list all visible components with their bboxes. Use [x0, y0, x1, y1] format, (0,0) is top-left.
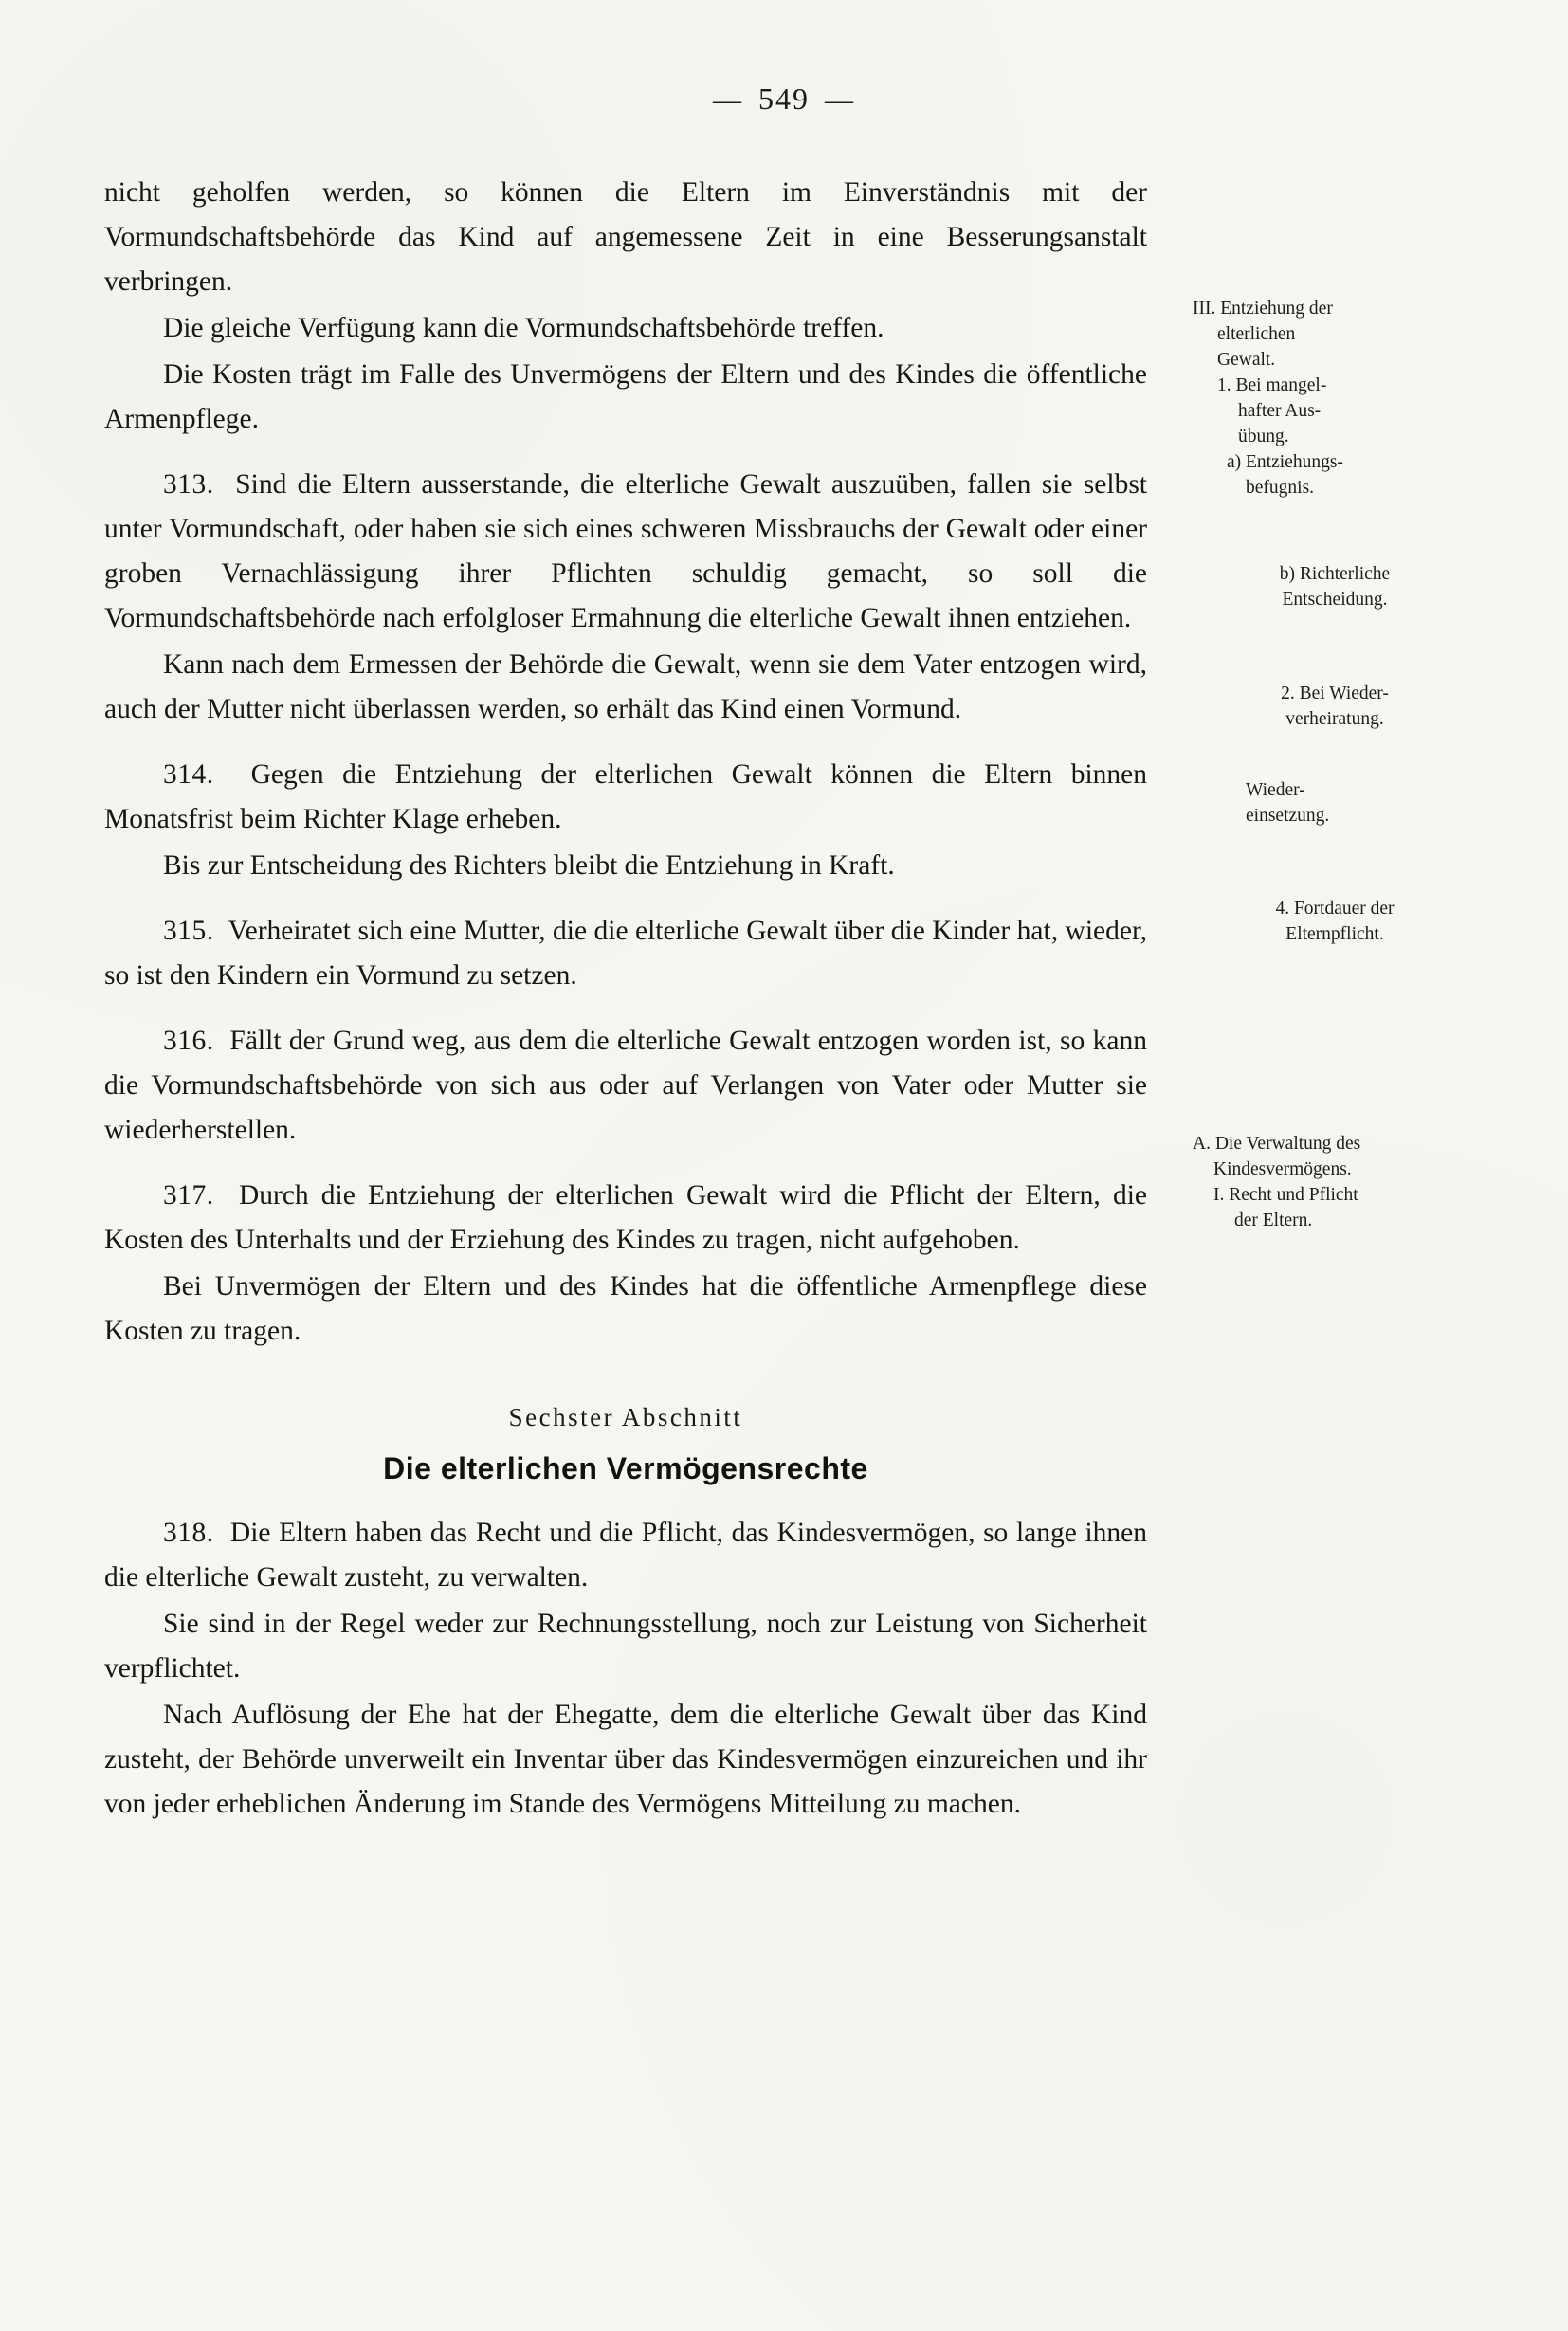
article-313	[104, 463, 1147, 641]
article-318	[104, 1511, 1147, 1600]
margin-note-314	[1193, 561, 1477, 612]
margin-note-line: elterlichen	[1217, 324, 1296, 344]
margin-note-line: Gewalt.	[1217, 350, 1276, 370]
margin-note-line: übung.	[1238, 427, 1289, 446]
margin-note-line: hafter Aus-	[1238, 401, 1322, 421]
article-314-text: Gegen die Entziehung der elterlichen Gewalt können die Eltern binnen Monatsfrist beim Richter Klage erheben.	[104, 759, 1147, 834]
article-313-text: Sind die Eltern ausserstande, die elterliche Gewalt auszuüben, fallen sie selbst unter Vormundschaft, oder haben sie sich eines schweren Missbrauchs der Gewalt oder einer groben Vernachlässigung ihrer Pflichten schuldig gemacht, so soll die Vormundschaftsbehörde nach erfolgloser Ermahnung die elterliche Gewalt ihnen entziehen.	[104, 469, 1147, 633]
article-315	[104, 909, 1147, 998]
margin-note-line: A. Die Verwaltung des	[1193, 1134, 1361, 1154]
article-314	[104, 753, 1147, 842]
margin-note-line: b) Richterliche	[1279, 564, 1391, 584]
section-heading-block	[104, 1403, 1147, 1486]
margin-note-315	[1193, 681, 1477, 732]
article-number-316: 316.	[163, 1026, 214, 1056]
article-318-text: Die Eltern haben das Recht und die Pflicht, das Kindesvermögen, so lange ihnen die elterliche Gewalt zusteht, zu verwalten.	[104, 1518, 1148, 1593]
article-number-315: 315.	[163, 916, 214, 946]
margin-note-line: 2. Bei Wieder-	[1281, 683, 1389, 703]
article-317	[104, 1174, 1147, 1263]
margin-note-line: Wieder-	[1246, 780, 1305, 800]
section-title: Die elterlichen Vermögensrechte	[383, 1451, 868, 1485]
margin-note-line: Kindesvermögens.	[1213, 1159, 1352, 1179]
article-number-318: 318.	[163, 1518, 214, 1548]
article-number-314: 314.	[163, 759, 214, 790]
paragraph-gleiche-verfuegung: Die gleiche Verfügung kann die Vormundschaftsbehörde treffen.	[163, 313, 884, 343]
margin-note-line: der Eltern.	[1234, 1211, 1313, 1230]
article-313-paragraph-2: Kann nach dem Ermessen der Behörde die Gewalt, wenn sie dem Vater entzogen wird, auch der Mutter nicht überlassen werden, so erhält das Kind einen Vormund.	[104, 649, 1147, 724]
spacer	[104, 1000, 1147, 1019]
page-number-dash-left: —	[713, 84, 743, 116]
margin-note-line: einsetzung.	[1246, 806, 1330, 826]
article-317-text: Durch die Entziehung der elterlichen Gewalt wird die Pflicht der Eltern, die Kosten des Unterhalts und der Erziehung des Kindes zu tragen, nicht aufgehoben.	[104, 1180, 1147, 1255]
margin-note-313	[1193, 296, 1477, 501]
margin-note-line: befugnis.	[1246, 478, 1315, 498]
article-316-text: Fällt der Grund weg, aus dem die elterliche Gewalt entzogen worden ist, so kann die Vormundschaftsbehörde von sich aus oder auf Verlangen von Vater oder Mutter sie wiederherstellen.	[104, 1026, 1148, 1145]
margin-note-line: III. Entziehung der	[1193, 299, 1333, 319]
margin-note-line: I. Recht und Pflicht	[1213, 1185, 1358, 1205]
paragraph-opening: nicht geholfen werden, so können die Eltern im Einverständnis mit der Vormundschaftsbehörde das Kind auf angemessene Zeit in eine Besserungsanstalt verbringen.	[104, 177, 1147, 297]
spacer	[104, 1155, 1147, 1174]
article-318-paragraph-2: Sie sind in der Regel weder zur Rechnungsstellung, noch zur Leistung von Sicherheit verpflichtet.	[104, 1609, 1147, 1684]
margin-note-line: Entscheidung.	[1282, 590, 1388, 610]
article-number-313: 313.	[163, 469, 214, 500]
paragraph-kosten: Die Kosten trägt im Falle des Unvermögens der Eltern und des Kindes die öffentliche Armenpflege.	[104, 359, 1147, 434]
article-number-317: 317.	[163, 1180, 214, 1211]
section-subtitle: Sechster Abschnitt	[508, 1403, 743, 1431]
margin-note-317	[1193, 896, 1477, 947]
spacer	[104, 734, 1147, 753]
spacer	[104, 444, 1147, 463]
margin-note-line: verheiratung.	[1285, 709, 1384, 729]
article-314-paragraph-2: Bis zur Entscheidung des Richters bleibt die Entziehung in Kraft.	[163, 850, 895, 881]
article-315-text: Verheiratet sich eine Mutter, die die elterliche Gewalt über die Kinder hat, wieder, so ist den Kindern ein Vormund zu setzen.	[104, 916, 1148, 991]
margin-note-line: 1. Bei mangel-	[1217, 375, 1327, 395]
margin-note-316	[1193, 777, 1530, 829]
margin-note-line: Elternpflicht.	[1285, 924, 1384, 944]
page-number	[0, 82, 1568, 117]
spacer	[104, 890, 1147, 909]
margin-note-line: a) Entziehungs-	[1227, 452, 1343, 472]
article-317-paragraph-2: Bei Unvermögen der Eltern und des Kindes hat die öffentliche Armenpflege diese Kosten zu tragen.	[104, 1271, 1147, 1346]
margin-note-line: 4. Fortdauer der	[1275, 899, 1395, 919]
article-316	[104, 1019, 1147, 1153]
margin-note-318	[1193, 1131, 1477, 1233]
main-text-column	[104, 171, 1185, 1829]
page-number-dash-right: —	[825, 84, 855, 116]
article-318-paragraph-3: Nach Auflösung der Ehe hat der Ehegatte, dem die elterliche Gewalt über das Kind zusteht, der Behörde unverweilt ein Inventar über das Kindesvermögen einzureichen und ihr von jeder erheblichen Änderung im Stande des Vermögens Mitteilung zu machen.	[104, 1700, 1147, 1819]
page-number-value: 549	[758, 82, 810, 116]
